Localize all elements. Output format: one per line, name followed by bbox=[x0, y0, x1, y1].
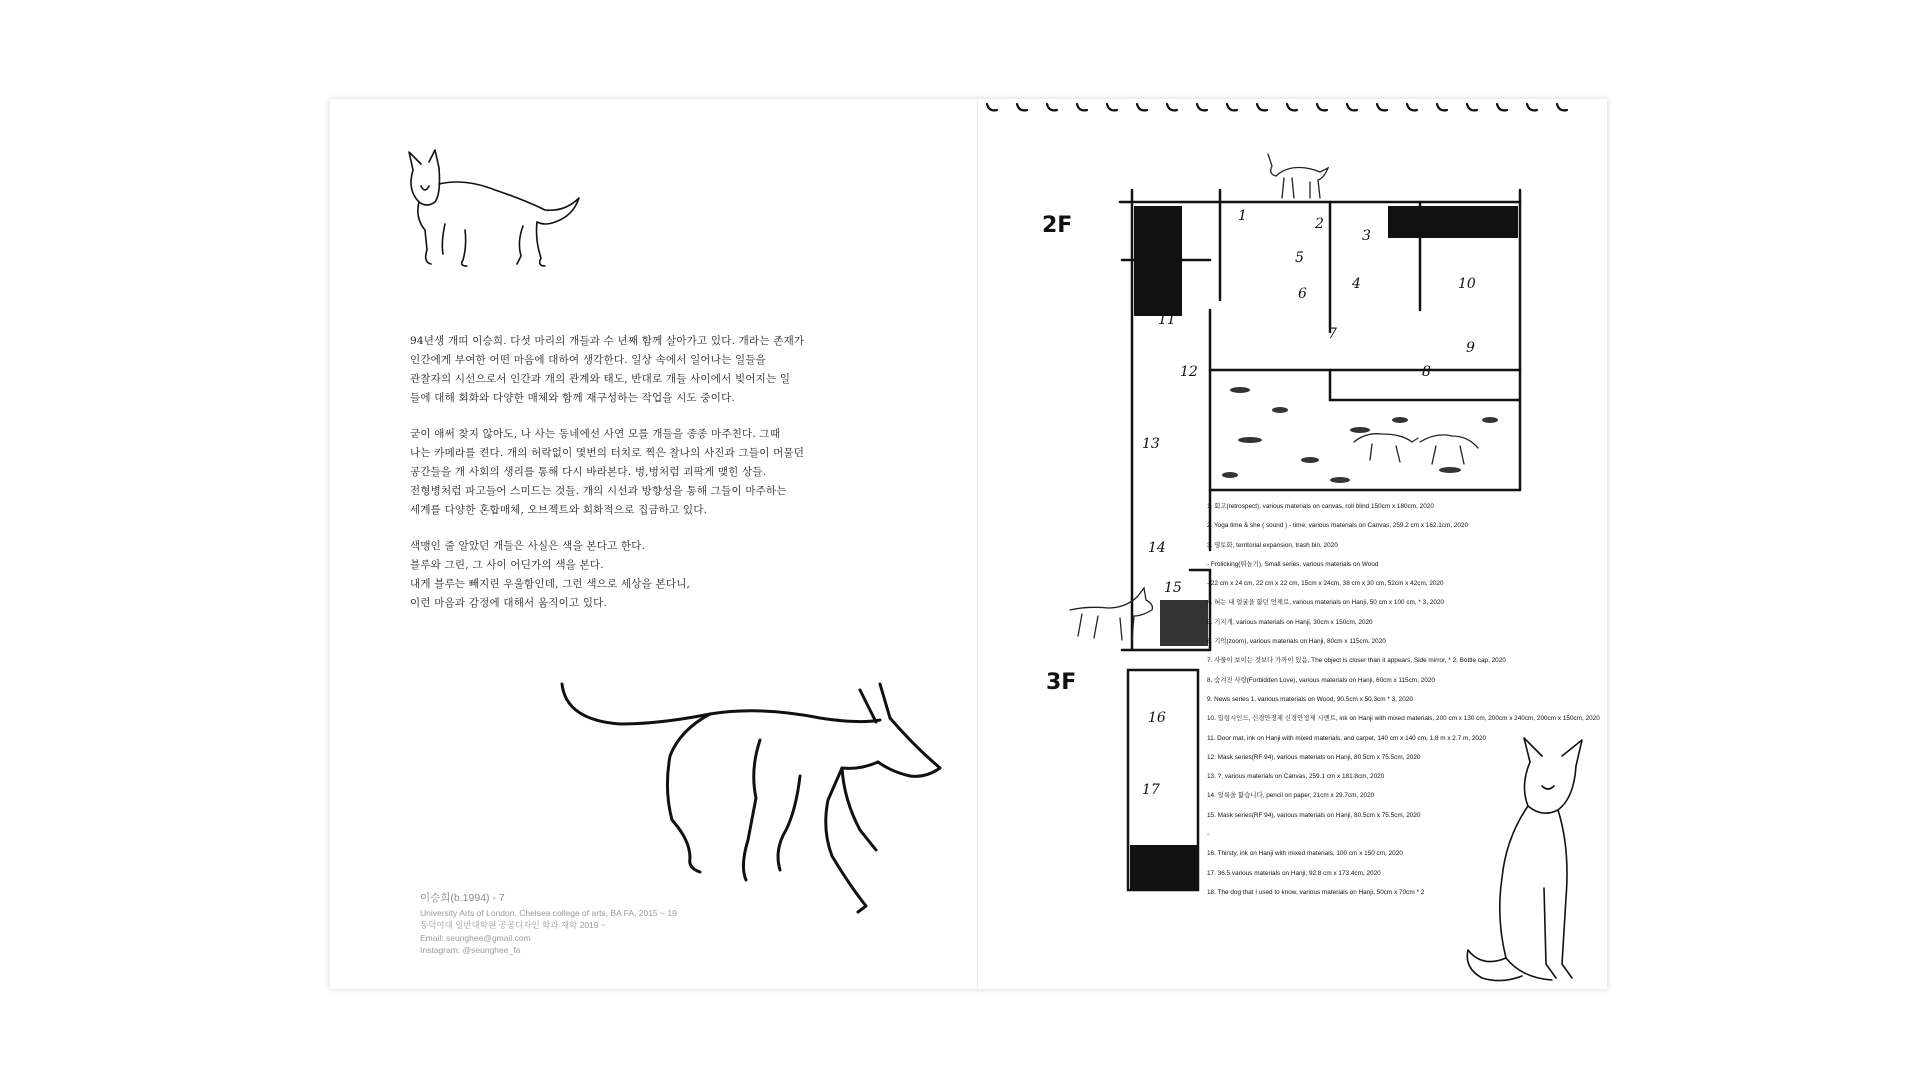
text-line: 인간에게 부여한 어떤 마음에 대하여 생각한다. 일상 속에서 일어나는 일들을 bbox=[410, 354, 767, 366]
work-entry: 5. 기지개, various materials on Hanji, 30cm x 150cm, 2020 bbox=[1207, 618, 1373, 626]
text-line: 내게 블루는 빼지린 우울함인데, 그런 색으로 세상을 본다니, bbox=[410, 578, 691, 590]
plan-number-5: 5 bbox=[1295, 250, 1304, 266]
work-entry: 16. Thirsty, ink on Hanji with mixed materials, 100 cm x 150 cm, 2020 bbox=[1207, 850, 1403, 858]
plan-number-17: 17 bbox=[1142, 782, 1160, 798]
text-line: 관찰자의 시선으로서 인간과 개의 관계와 태도, 반대로 개들 사이에서 빚어지는 일 bbox=[410, 373, 791, 385]
work-entry: 4. 혀는 내 얼굴을 핥던 언제로, various materials on Hanji, 50 cm x 100 cm, * 3, 2020 bbox=[1207, 599, 1444, 607]
plan-number-8: 8 bbox=[1422, 364, 1431, 380]
work-entry: 7. 사물이 보이는 것보다 가까이 있음, The object is closer than it appears, Side mirror, * 2, Bottle cap, 2020 bbox=[1207, 657, 1506, 665]
plan-number-6: 6 bbox=[1298, 286, 1307, 302]
work-entry: 12. Mask series(RF 94), various materials on Hanji, 80.5cm x 75.5cm, 2020 bbox=[1207, 753, 1421, 761]
work-entry: 9. News series 1, various materials on Wood, 90.5cm x 50.3cm * 3, 2020 bbox=[1207, 695, 1413, 703]
plan-number-16: 16 bbox=[1148, 710, 1166, 726]
plan-number-11: 11 bbox=[1158, 312, 1176, 328]
paragraph bbox=[410, 332, 805, 408]
plan-block-2 bbox=[1388, 206, 1518, 238]
floor-label-2f: 2F bbox=[1042, 213, 1073, 238]
work-entry: 13. ?, various materials on Canvas, 259.1 cm x 181.8cm, 2020 bbox=[1207, 773, 1385, 781]
plan-number-14: 14 bbox=[1148, 540, 1166, 556]
paragraph bbox=[410, 537, 770, 613]
plan-number-9: 9 bbox=[1466, 340, 1475, 356]
work-entry: 17. 36.5 various materials on Hanji, 92.8 cm x 173.4cm, 2020 bbox=[1207, 869, 1381, 877]
work-entry: - Frolicking(뛰놀기), Small series, various materials on Wood bbox=[1207, 560, 1379, 568]
artist-statement bbox=[410, 332, 805, 630]
work-entry: - 22 cm x 24 cm, 22 cm x 22 cm, 15cm x 24cm, 38 cm x 30 cm, 52cm x 42cm, 2020 bbox=[1207, 580, 1444, 588]
credit-line: Email: seunghee@gmail.com bbox=[420, 932, 531, 943]
text-line: 색맹인 줄 알았던 개들은 사실은 색을 본다고 한다. bbox=[410, 540, 646, 552]
work-entry: 2. Yoga time & she ( sound ) - time, various materials on Canvas, 259.2 cm x 162.1cm, 2020 bbox=[1207, 522, 1469, 530]
page-edge-ticks bbox=[985, 100, 1605, 120]
work-entry: 6. 기억(zoom), various materials on Hanji, 80cm x 115cm, 2020 bbox=[1207, 638, 1386, 646]
credit-line: Instagram: @seunghee_fa bbox=[420, 945, 521, 955]
work-entry: - bbox=[1207, 831, 1210, 839]
dog-illustration-top bbox=[405, 150, 595, 275]
dog-illustration-small-left bbox=[1068, 586, 1158, 646]
plan-number-13: 13 bbox=[1142, 436, 1160, 452]
works-list bbox=[1207, 497, 1607, 902]
plan-block-3 bbox=[1130, 845, 1198, 890]
plan-number-12: 12 bbox=[1180, 364, 1198, 380]
floor-label-3f: 3F bbox=[1046, 670, 1077, 695]
text-line: 94년생 개띠 이승희. 다섯 마리의 개들과 수 년째 함께 살아가고 있다. 개라는 존재가 bbox=[410, 335, 805, 347]
text-line: 나는 카메라를 켠다. 개의 허락없이 몇번의 터치로 찍은 찰나의 사진과 그들이 머물던 bbox=[410, 447, 805, 459]
work-entry: 8. 숨겨진 사랑(Forbidden Love), various materials on Hanji, 60cm x 115cm, 2020 bbox=[1207, 676, 1435, 684]
dog-illustration-walking bbox=[560, 680, 970, 925]
text-line: 이런 마음과 감정에 대해서 움직이고 있다. bbox=[410, 597, 608, 609]
credit-line: University Arts of London, Chelsea college of arts, BA FA, 2015 ~ 19 bbox=[420, 907, 677, 918]
work-entry: 3. 영토화, territorial expansion, trash bin, 2020 bbox=[1207, 541, 1338, 549]
plan-number-10: 10 bbox=[1458, 276, 1476, 292]
work-entry: 11. Door mat, ink on Hanji with mixed materials, and carpet, 140 cm x 140 cm, 1.8 m x 2.7 m, 2020 bbox=[1207, 734, 1487, 742]
text-line: 블루와 그린, 그 사이 어딘가의 색을 본다. bbox=[410, 559, 604, 571]
dog-illustration-small-top bbox=[1262, 150, 1332, 205]
artist-name: 이승희(b.1994) - 7 bbox=[420, 892, 505, 904]
text-line: 세계를 다양한 혼합매체, 오브젝트와 회화적으로 집금하고 있다. bbox=[410, 504, 708, 516]
plan-number-4: 4 bbox=[1352, 276, 1361, 292]
work-entry: 10. 일렁시인드, 신경안정제 신경안정제 시멘트, ink on Hanji with mixed materials, 200 cm x 130 cm, 200cm x 240cm, 200cm x 150cm, 2020 bbox=[1207, 715, 1600, 723]
paragraph bbox=[410, 425, 805, 520]
work-entry: 14. 얼룩을 핥습니다, pencil on paper, 21cm x 29.7cm, 2020 bbox=[1207, 792, 1375, 800]
credit-line: 동덕여대 일반대학원 공공디자인 학과 재학 2019 ~ bbox=[420, 920, 606, 930]
plan-number-15: 15 bbox=[1164, 580, 1182, 596]
text-line: 공간들을 개 사회의 생리를 통해 다시 바라본다. 벙,벙처럼 괴팍게 맺힌 상들. bbox=[410, 466, 767, 478]
text-line: 전형병처럼 파고들어 스미드는 것들. 개의 시선과 방향성을 통해 그들이 마주하는 bbox=[410, 485, 787, 497]
plan-number-7: 7 bbox=[1328, 326, 1337, 342]
dog-illustration-small-pair bbox=[1352, 412, 1482, 467]
text-line: 굳이 애써 찾지 않아도, 나 사는 동네에선 사연 모를 개들을 종종 마주친다. 그때 bbox=[410, 428, 781, 440]
work-entry: 1. 회고(retrospect), various materials on canvas, roll blind 150cm x 180cm, 2020 bbox=[1207, 503, 1434, 510]
work-entry: 18. The dog that I used to know, various materials on Hanji, 50cm x 70cm * 2 bbox=[1207, 888, 1425, 896]
plan-number-3: 3 bbox=[1362, 228, 1371, 244]
plan-number-2: 2 bbox=[1315, 216, 1324, 232]
text-line: 들에 대해 회화와 다양한 매체와 함께 재구성하는 작업을 시도 중이다. bbox=[410, 392, 735, 404]
plan-number-1: 1 bbox=[1238, 208, 1247, 224]
plan-block-4 bbox=[1160, 600, 1208, 646]
work-entry: 15. Mask series(RF 94), various materials on Hanji, 80.5cm x 75.5cm, 2020 bbox=[1207, 811, 1421, 819]
plan-block-1 bbox=[1134, 206, 1182, 316]
